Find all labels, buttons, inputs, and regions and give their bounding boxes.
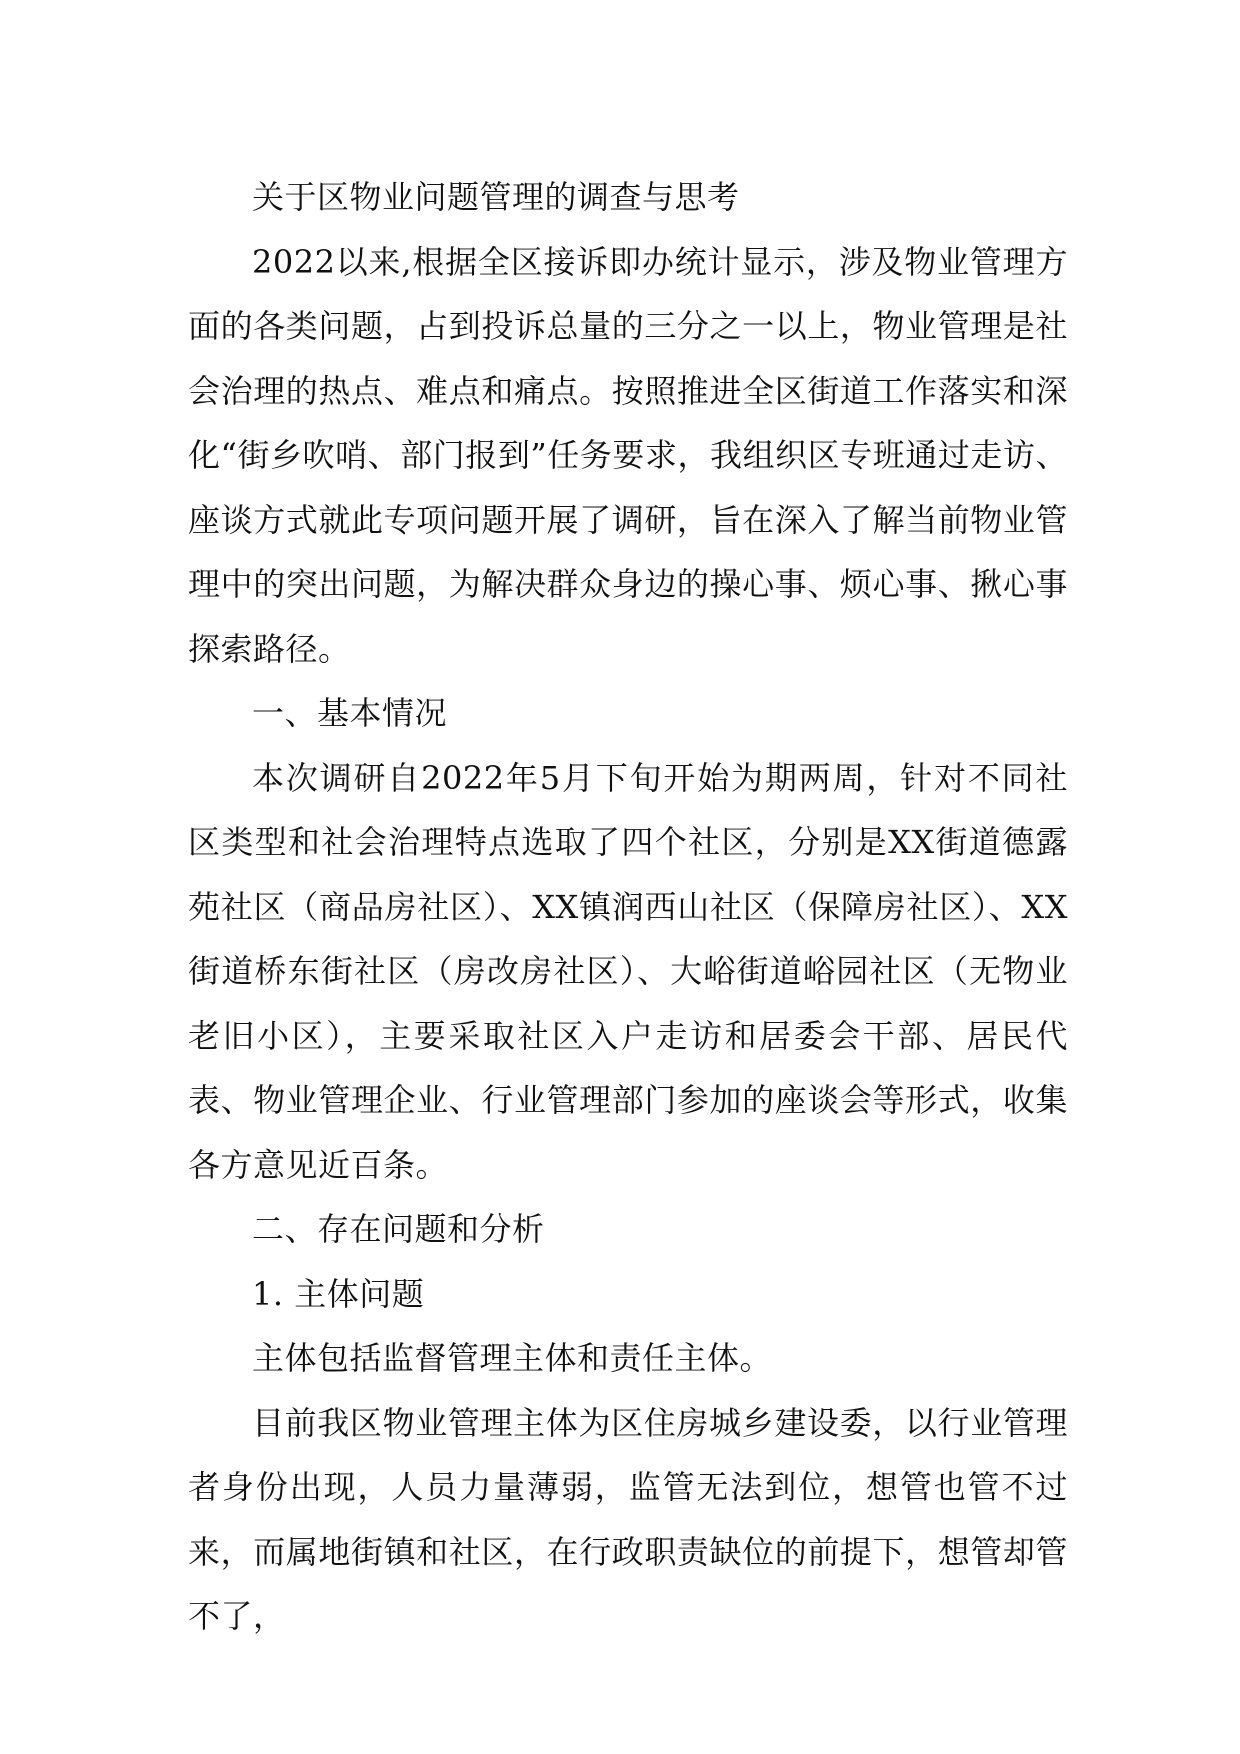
section-heading-problems-analysis: 二、存在问题和分析: [252, 1210, 545, 1248]
subsection-heading-subject-issues: 1. 主体问题: [252, 1274, 425, 1313]
paragraph-subject-details: 目前我区物业管理主体为区住房城乡建设委，以行业管理者身份出现，人员力量薄弱，监管无法到位，想管也管不过来，而属地街镇和社区，在行政职责缺位的前提下，想管却管不了，: [188, 1403, 1068, 1635]
document-body: [188, 165, 1068, 1649]
section-heading-basic-situation: 一、基本情况: [252, 694, 448, 732]
paragraph-intro: 2022以来,根据全区接诉即办统计显示，涉及物业管理方面的各类问题，占到投诉总量的三分之一以上，物业管理是社会治理的热点、难点和痛点。按照推进全区街道工作落实和深化“街乡吹哨、部门报到”任务要求，我组织区专班通过走访、座谈方式就此专项问题开展了调研，旨在深入了解当前物业管理中的突出问题，为解决群众身边的操心事、烦心事、揪心事探索路径。: [188, 242, 1068, 668]
document-title: 关于区物业问题管理的调查与思考: [252, 178, 740, 216]
paragraph-basic-situation: 本次调研自2022年5月下旬开始为期两周，针对不同社区类型和社会治理特点选取了四个社区，分别是XX街道德露苑社区（商品房社区）、XX镇润西山社区（保障房社区）、XX街道桥东街社区（房改房社区）、大峪街道峪园社区（无物业老旧小区），主要采取社区入户走访和居委会干部、居民代表、物业管理企业、行业管理部门参加的座谈会等形式，收集各方意见近百条。: [188, 758, 1068, 1184]
paragraph-subject-definition: 主体包括监督管理主体和责任主体。: [252, 1339, 773, 1377]
